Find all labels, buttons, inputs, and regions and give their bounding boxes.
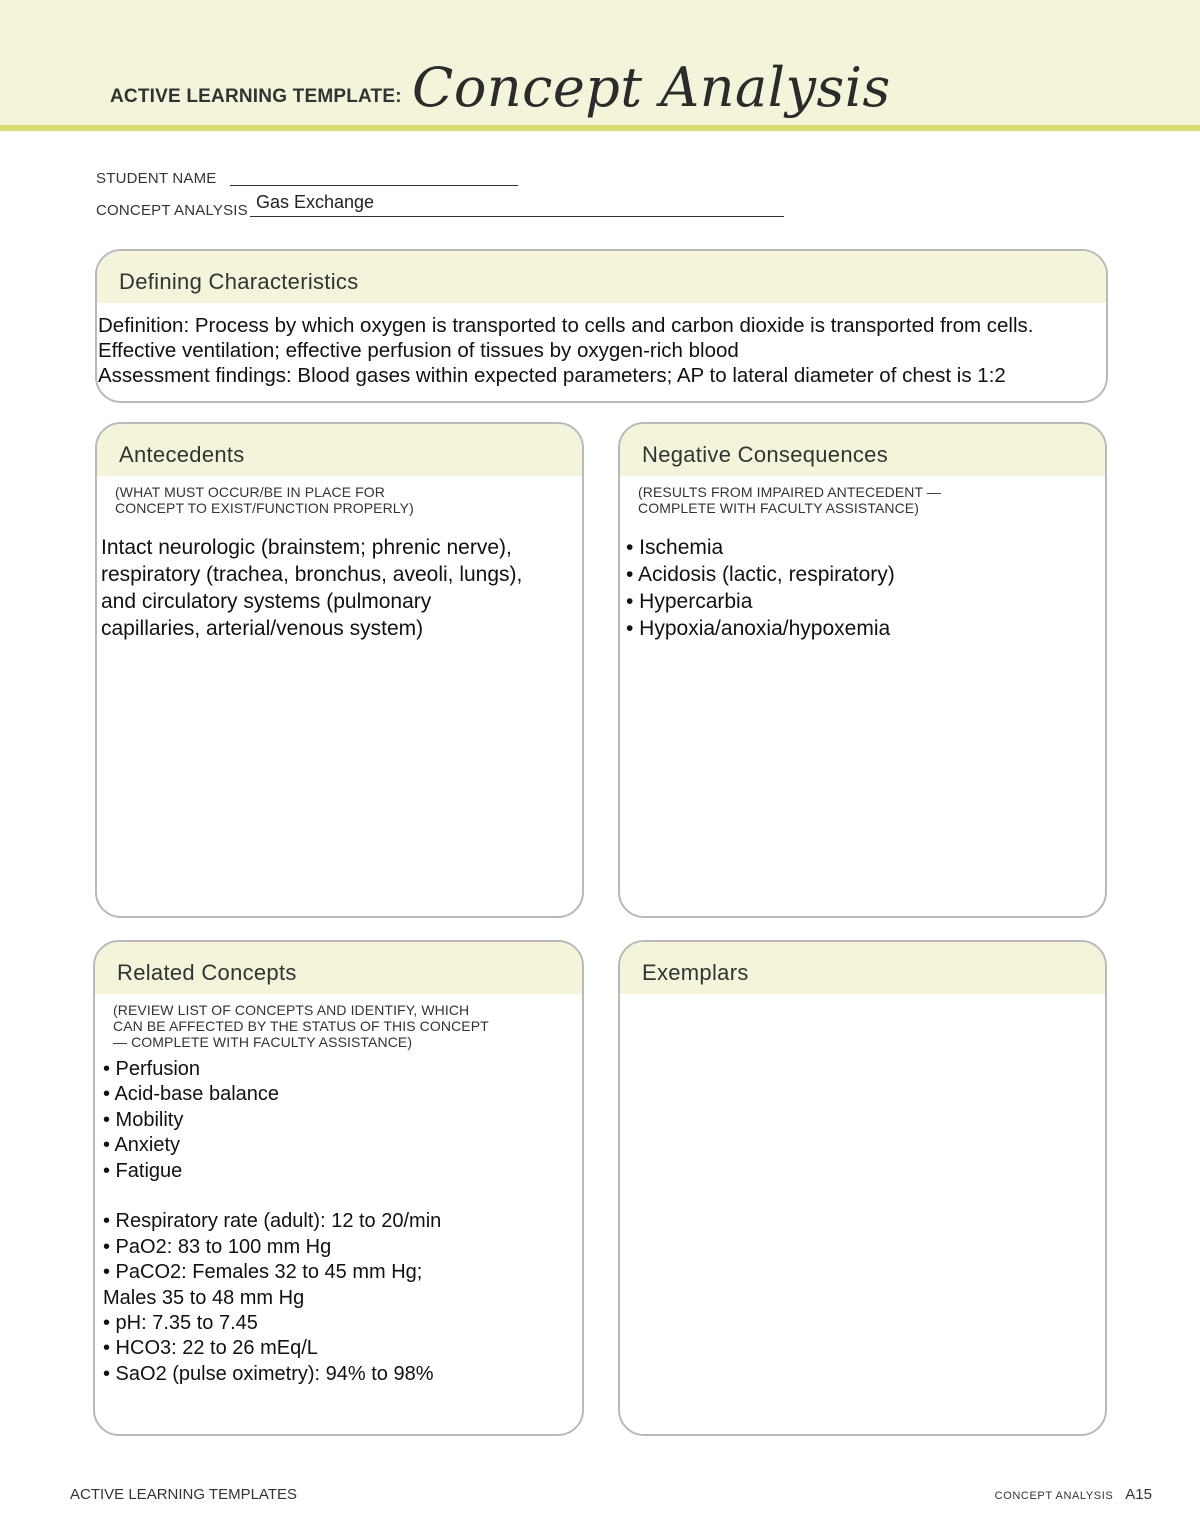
footer-right bbox=[995, 1486, 1152, 1503]
page-number: A15 bbox=[1125, 1486, 1152, 1503]
list-item: Males 35 to 48 mm Hg bbox=[103, 1286, 305, 1309]
list-item: • Acid-base balance bbox=[103, 1083, 280, 1106]
related-concepts-header bbox=[95, 942, 582, 994]
exemplars-box bbox=[618, 940, 1107, 1436]
footer-left: ACTIVE LEARNING TEMPLATES bbox=[70, 1486, 297, 1503]
list-item: respiratory (trachea, bronchus, aveoli, lungs), bbox=[101, 563, 523, 586]
list-item: • HCO3: 22 to 26 mEq/L bbox=[103, 1337, 318, 1360]
defining-characteristics-title: Defining Characteristics bbox=[119, 269, 359, 294]
negative-consequences-header bbox=[620, 424, 1105, 476]
list-item: • Respiratory rate (adult): 12 to 20/min bbox=[103, 1210, 442, 1233]
antecedents-content[interactable] bbox=[97, 516, 582, 642]
page-title: Concept Analysis bbox=[412, 56, 891, 119]
concept-analysis-value: Gas Exchange bbox=[256, 192, 375, 212]
exemplars-header bbox=[620, 942, 1105, 994]
assessment-line: Assessment findings: Blood gases within expected parameters; AP to lateral diameter of chest is 1:2 bbox=[98, 364, 1006, 387]
related-concepts-box bbox=[93, 940, 584, 1436]
list-item: • PaCO2: Females 32 to 45 mm Hg; bbox=[103, 1261, 423, 1284]
negative-consequences-box bbox=[618, 422, 1107, 918]
header-rule bbox=[0, 125, 1200, 131]
ventilation-line: Effective ventilation; effective perfusion of tissues by oxygen-rich blood bbox=[98, 339, 739, 362]
defining-characteristics-box bbox=[95, 249, 1108, 403]
list-item: capillaries, arterial/venous system) bbox=[101, 617, 424, 640]
template-label: ACTIVE LEARNING TEMPLATE: bbox=[110, 86, 402, 107]
antecedents-header bbox=[97, 424, 582, 476]
negative-consequences-content[interactable] bbox=[620, 516, 1105, 642]
related-concepts-content[interactable] bbox=[95, 1050, 582, 1387]
related-concepts-title: Related Concepts bbox=[117, 960, 297, 985]
exemplars-content[interactable] bbox=[620, 994, 1105, 1414]
list-item: • PaO2: 83 to 100 mm Hg bbox=[103, 1235, 332, 1258]
list-item: • Ischemia bbox=[626, 536, 724, 559]
list-spacer bbox=[103, 1184, 582, 1209]
exemplars-title: Exemplars bbox=[642, 960, 749, 985]
student-name-label: STUDENT NAME bbox=[96, 170, 217, 187]
list-item: • SaO2 (pulse oximetry): 94% to 98% bbox=[103, 1362, 434, 1385]
definition-line: Definition: Process by which oxygen is transported to cells and carbon dioxide is transported from cells. bbox=[98, 314, 1034, 337]
list-item: • Acidosis (lactic, respiratory) bbox=[626, 563, 895, 586]
concept-analysis-label: CONCEPT ANALYSIS bbox=[96, 202, 248, 219]
defining-characteristics-content[interactable] bbox=[97, 303, 1106, 388]
defining-characteristics-header bbox=[97, 251, 1106, 303]
concept-analysis-field[interactable] bbox=[250, 192, 784, 217]
list-item: • pH: 7.35 to 7.45 bbox=[103, 1312, 258, 1335]
antecedents-title: Antecedents bbox=[119, 442, 245, 467]
antecedents-box bbox=[95, 422, 584, 918]
list-item: • Perfusion bbox=[103, 1058, 201, 1080]
list-item: • Hypoxia/anoxia/hypoxemia bbox=[626, 617, 891, 640]
student-name-field[interactable] bbox=[230, 170, 518, 186]
list-item: and circulatory systems (pulmonary bbox=[101, 590, 432, 613]
list-item: Intact neurologic (brainstem; phrenic nerve), bbox=[101, 536, 512, 559]
antecedents-instructions: (WHAT MUST OCCUR/BE IN PLACE FOR CONCEPT TO EXIST/FUNCTION PROPERLY) bbox=[115, 484, 414, 516]
list-item: • Fatigue bbox=[103, 1159, 183, 1182]
list-item: • Hypercarbia bbox=[626, 590, 753, 613]
list-item: • Anxiety bbox=[103, 1134, 181, 1157]
related-concepts-instructions: (REVIEW LIST OF CONCEPTS AND IDENTIFY, WHICH CAN BE AFFECTED BY THE STATUS OF THIS CONCEPT — COMPLETE WITH FACULTY ASSISTANCE) bbox=[113, 1002, 489, 1050]
footer-section: CONCEPT ANALYSIS bbox=[994, 1490, 1114, 1502]
negative-consequences-instructions: (RESULTS FROM IMPAIRED ANTECEDENT — COMPLETE WITH FACULTY ASSISTANCE) bbox=[638, 484, 941, 516]
negative-consequences-title: Negative Consequences bbox=[642, 442, 889, 467]
list-item: • Mobility bbox=[103, 1108, 184, 1131]
